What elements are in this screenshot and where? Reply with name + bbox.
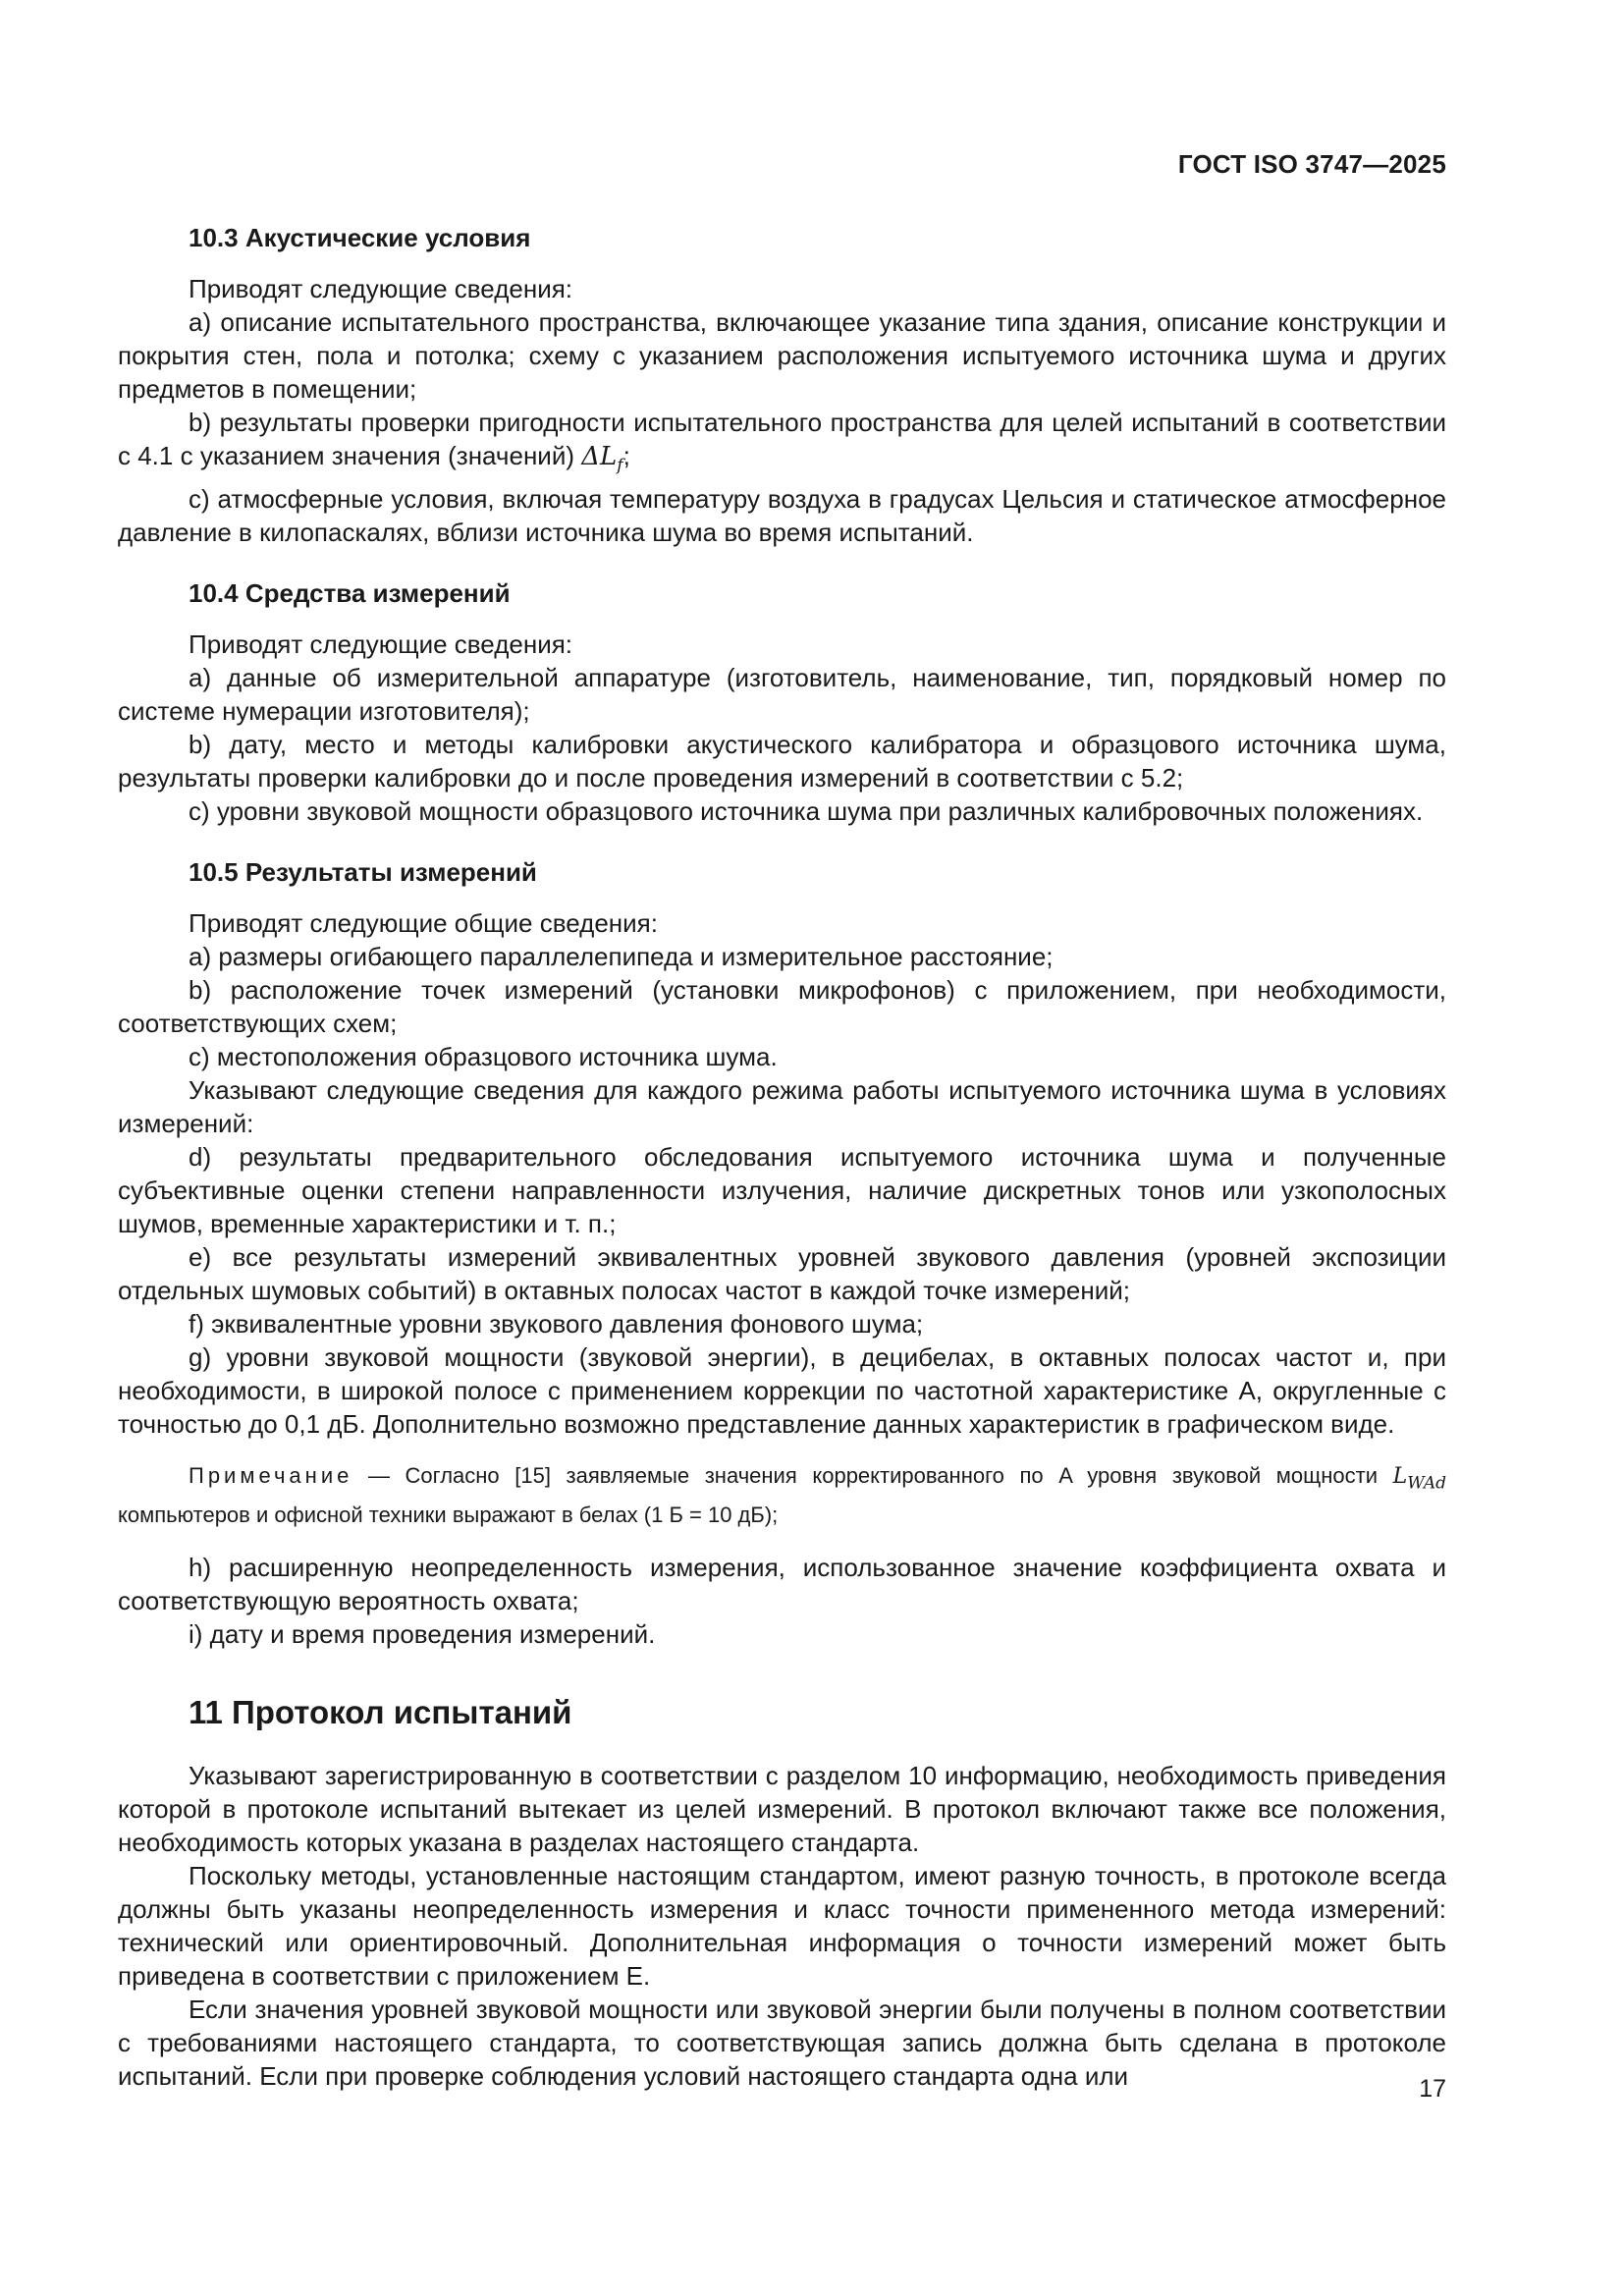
list-item: d) результаты предварительного обследования испытуемого источника шума и полученные субъективные оценки степени направленности излучения, наличие дискретных тонов или узкополосных шумов, временные характеристики и т. п.; — [118, 1142, 1446, 1239]
note-text: компьютеров и офисной техники выражают в белах (1 Б = 10 дБ); — [118, 1502, 779, 1527]
section-10-4 — [118, 576, 1446, 828]
list-item: b) расположение точек измерений (установки микрофонов) с приложением, при необходимости, соответствующих схем; — [118, 975, 1446, 1039]
page-number: 17 — [1419, 2075, 1446, 2103]
list-item: f) эквивалентные уровни звукового давления фонового шума; — [189, 1309, 924, 1339]
document-header: ГОСТ ISO 3747—2025 — [1177, 149, 1446, 179]
list-item: e) все результаты измерений эквивалентных уровней звукового давления (уровней экспозиции отдельных шумовых событий) в октавных полосах частот в каждой точке измерений; — [118, 1242, 1446, 1306]
list-item: c) уровни звуковой мощности образцового источника шума при различных калибровочных положениях. — [189, 796, 1424, 827]
paragraph: Приводят следующие сведения: — [189, 274, 573, 303]
paragraph: Поскольку методы, установленные настоящим стандартом, имеют разную точность, в протоколе всегда должны быть указаны неопределенность измерения и класс точности примененного метода измерений: технический или ориентировочный. Дополнительная информация о точности измерений может быть приведена в соответствии с приложением E. — [118, 1860, 1446, 1991]
note — [118, 1460, 1446, 1530]
section-10-3 — [118, 221, 1446, 549]
math-symbol: $L_{WAd}$ — [1392, 1464, 1446, 1494]
paragraph: Приводят следующие сведения: — [189, 629, 573, 660]
paragraph: Приводят следующие общие сведения: — [189, 908, 658, 939]
list-item: a) описание испытательного пространства, включающее указание типа здания, описание конструкции и покрытия стен, пола и потолка; схему с указанием расположения испытуемого источника шума и других предметов в помещении; — [118, 307, 1446, 404]
section-heading: 10.4 Средства измерений — [189, 578, 511, 609]
list-item: a) данные об измерительной аппаратуре (изготовитель, наименование, тип, порядковый номер по системе нумерации изготовителя); — [118, 663, 1446, 727]
list-item: h) расширенную неопределенность измерения, использованное значение коэффициента охвата и соответствующую вероятность охвата; — [118, 1552, 1446, 1615]
list-item: c) атмосферные условия, включая температуру воздуха в градусах Цельсия и статическое атмосферное давление в килопаскалях, вблизи источника шума во время испытаний. — [118, 484, 1446, 548]
section-heading: 10.5 Результаты измерений — [189, 857, 537, 888]
math-symbol: $\Delta L_f$ — [581, 442, 623, 476]
section-11 — [118, 1693, 1446, 2093]
page-content — [118, 221, 1446, 2093]
paragraph: Указывают следующие сведения для каждого режима работы испытуемого источника шума в условиях измерений: — [118, 1075, 1446, 1139]
paragraph: Если значения уровней звуковой мощности или звуковой энергии были получены в полном соответствии с требованиями настоящего стандарта, то соответствующая запись должна быть сделана в протоколе испытаний. Если при проверке соблюдения условий настоящего стандарта одна или — [118, 1994, 1446, 2091]
note-text: — Согласно [15] заявляемые значения корректированного по A уровня звуковой мощности — [352, 1463, 1393, 1489]
note-label: Примечание — [189, 1463, 353, 1489]
section-heading: 10.3 Акустические условия — [189, 223, 531, 252]
list-item: g) уровни звуковой мощности (звуковой энергии), в децибелах, в октавных полосах частот и, при необходимости, в широкой полосе с применением коррекции по частотной характеристике A, округленные с точностью до 0,1 дБ. Дополнительно возможно представление данных характеристик в графическом виде. — [118, 1342, 1446, 1440]
list-item-text: b) результаты проверки пригодности испытательного пространства для целей испытаний в соответствии с 4.1 с указанием значения (значений) — [118, 408, 1446, 470]
chapter-heading: 11 Протокол испытаний — [189, 1693, 572, 1730]
paragraph: Указывают зарегистрированную в соответствии с разделом 10 информацию, необходимость приведения которой в протоколе испытаний вытекает из целей измерений. В протокол включают также все положения, необходимость которых указана в разделах настоящего стандарта. — [118, 1760, 1446, 1857]
list-item: i) дату и время проведения измерений. — [189, 1618, 656, 1649]
list-item: a) размеры огибающего параллелепипеда и измерительное расстояние; — [189, 942, 1054, 972]
section-10-5 — [118, 855, 1446, 1650]
list-item: b) дату, место и методы калибровки акустического калибратора и образцового источника шума, результаты проверки калибровки до и после проведения измерений в соответствии с 5.2; — [118, 730, 1446, 793]
list-item: c) местоположения образцового источника шума. — [189, 1042, 778, 1072]
list-item: b) результаты проверки пригодности испытательного пространства для целей испытаний в соответствии с 4.1 с указанием значения (значений) $\Delta L_f$; — [118, 408, 1446, 476]
